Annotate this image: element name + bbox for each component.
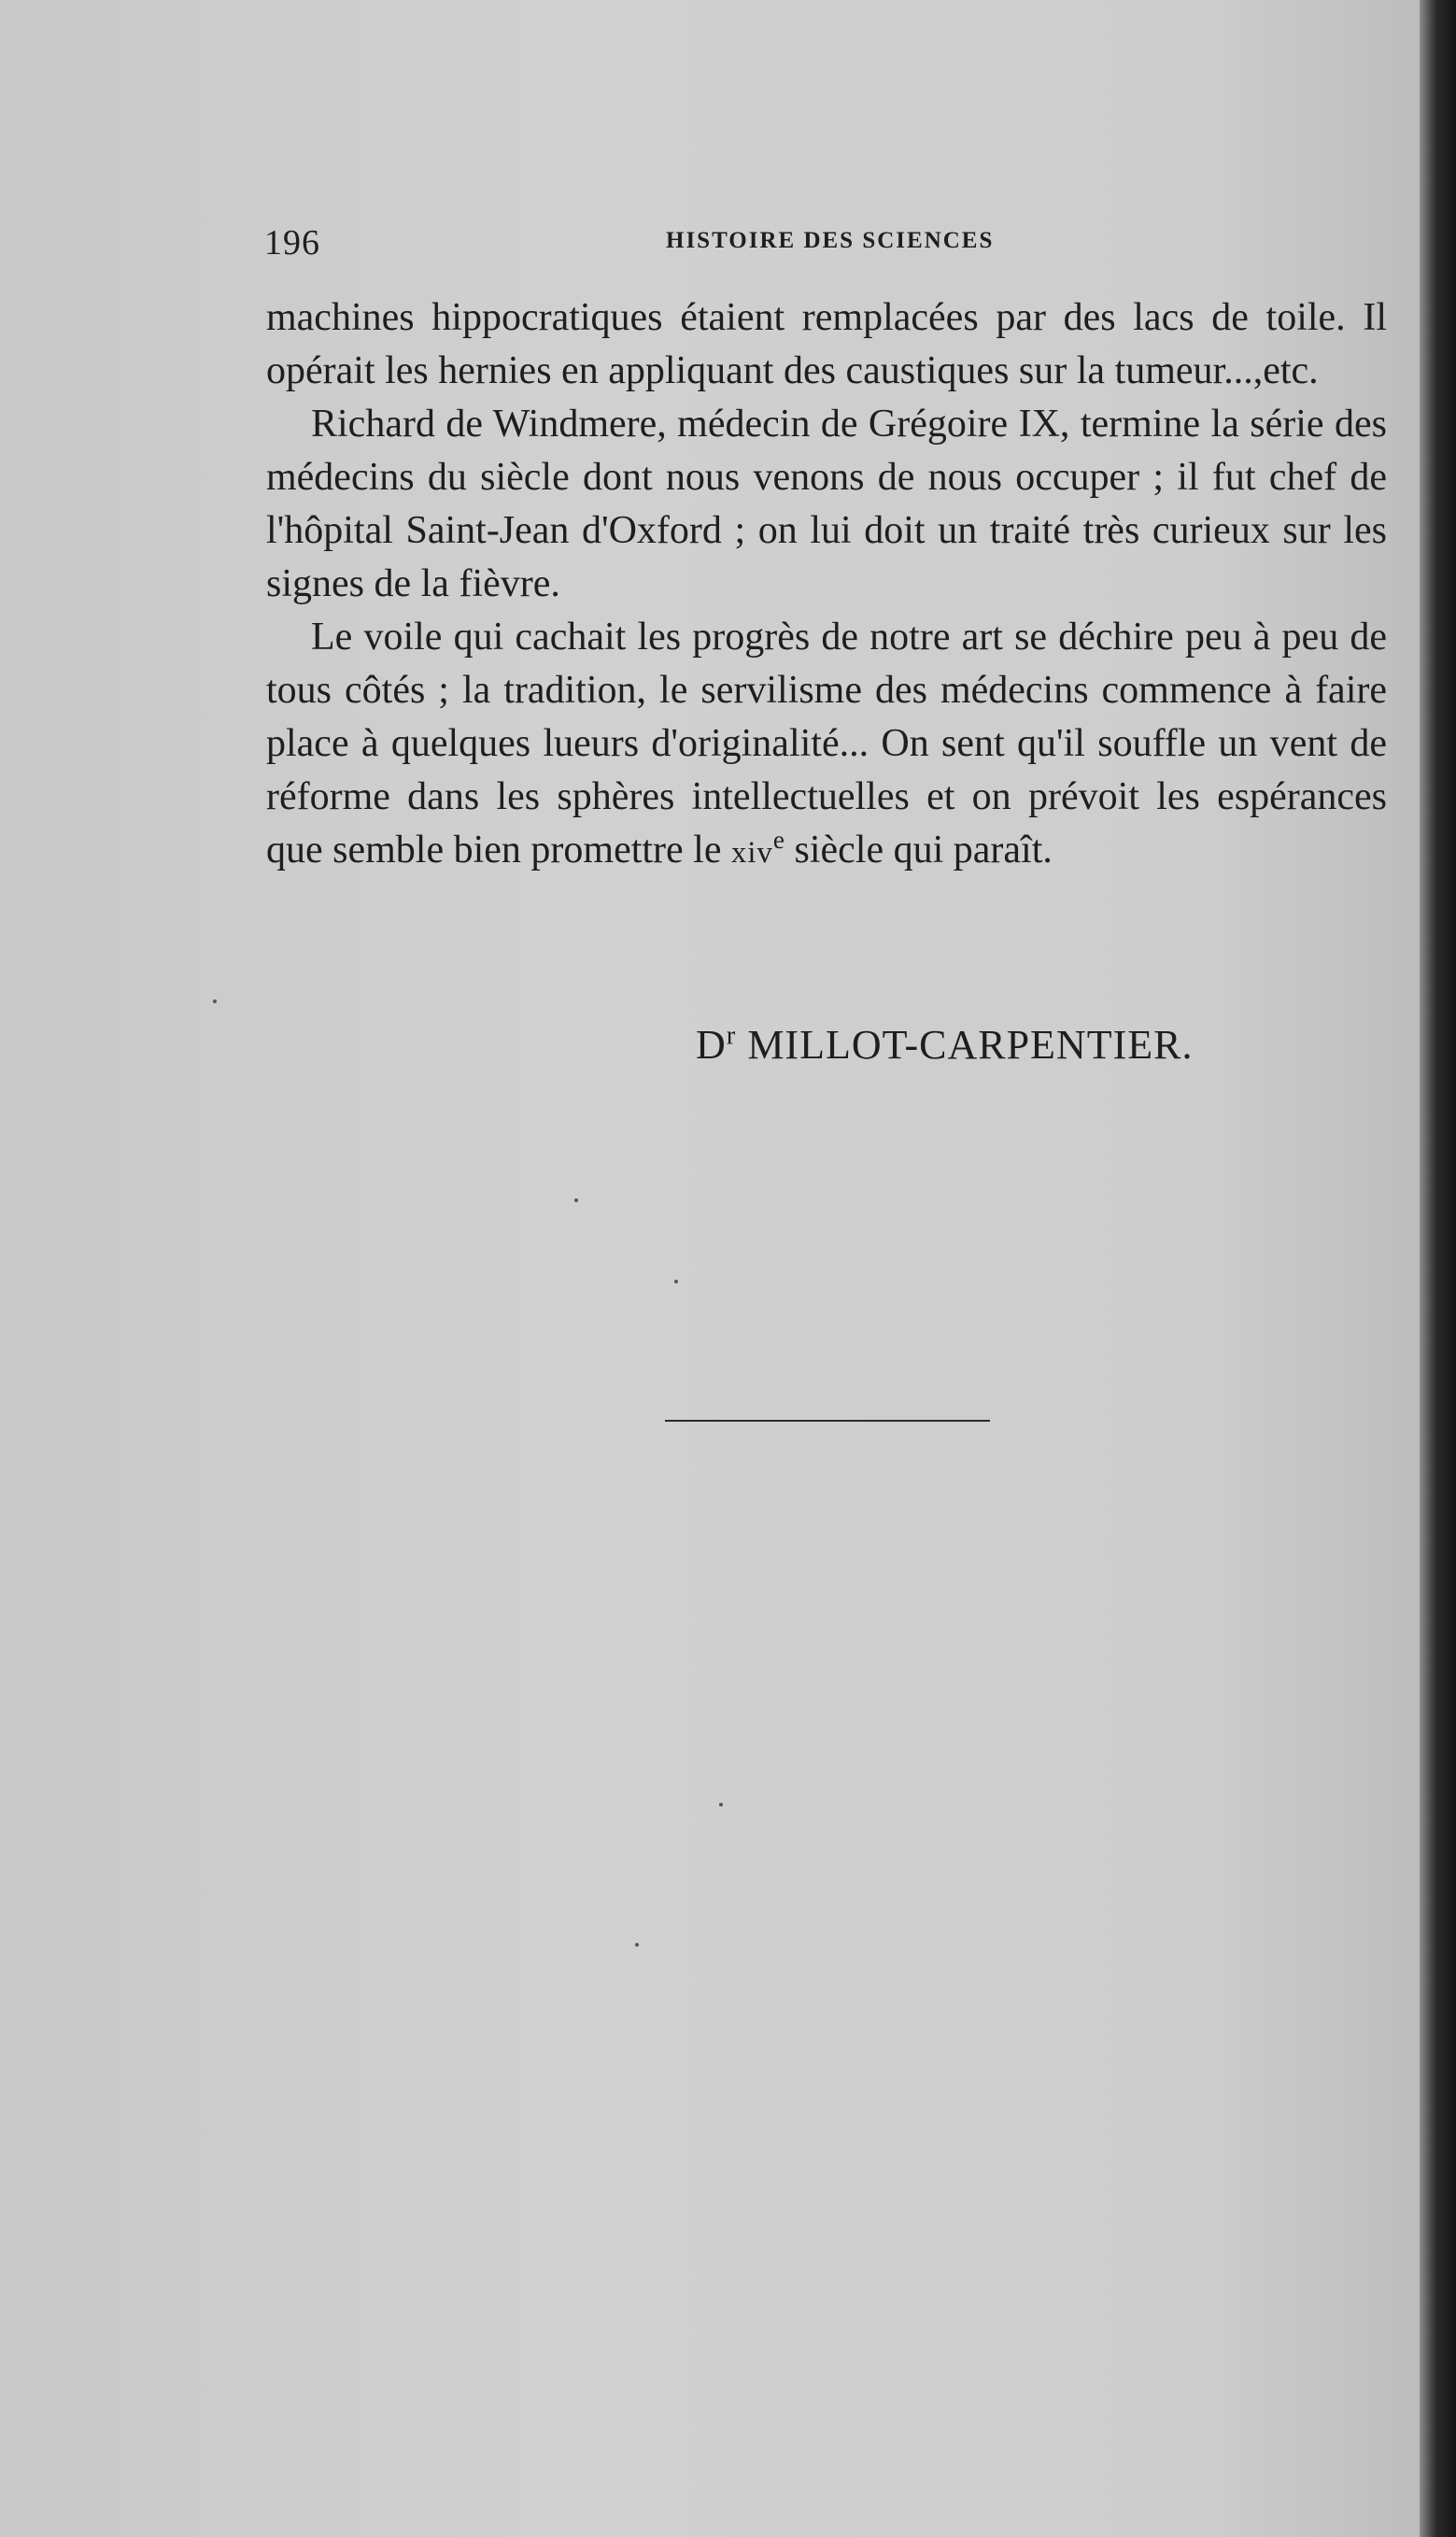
signature-title-superscript: r	[726, 1021, 737, 1051]
paper-speck	[719, 1803, 723, 1807]
paper-speck	[674, 1280, 678, 1283]
paper-speck	[635, 1943, 639, 1947]
paragraph-continued: machines hippocratiques étaient remplacées par des lacs de toile. Il opérait les hernies en appliquant des caustiques sur la tumeur...,etc.	[266, 296, 1387, 392]
century-superscript: e	[772, 826, 785, 854]
signature-title: D	[696, 1022, 727, 1068]
end-rule	[665, 1420, 990, 1422]
running-title: HISTOIRE DES SCIENCES	[666, 228, 995, 253]
paper-speck	[574, 1198, 578, 1202]
binding-edge	[1420, 0, 1456, 2537]
century-numeral: xiv	[731, 836, 773, 870]
running-head	[264, 222, 1394, 269]
author-signature	[696, 1021, 1193, 1069]
body-text	[266, 291, 1387, 880]
paragraph-richard-de-windmere: Richard de Windmere, médecin de Grégoire IX, termine la série des médecins du siècle dont nous venons de nous occuper ; il fut chef de l'hôpital Saint-Jean d'Oxford ; on lui doit un traité très curieux sur les signes de la fièvre.	[266, 403, 1387, 605]
paragraph-reform	[266, 611, 1387, 880]
paragraph-reform-text: Le voile qui cachait les progrès de notre art se déchire peu à peu de tous côtés ; la tradition, le servilisme des médecins commence à faire place à quelques lueurs d'originalité... On sent qu'il souffle un vent de réforme dans les sphères intellectuelles et on prévoit les espérances que semble bien promettre le	[266, 616, 1387, 872]
signature-name: MILLOT-CARPENTIER.	[747, 1022, 1194, 1068]
page-number: 196	[264, 223, 320, 262]
paper-speck	[213, 999, 217, 1003]
paragraph-reform-end: siècle qui paraît.	[784, 829, 1053, 872]
